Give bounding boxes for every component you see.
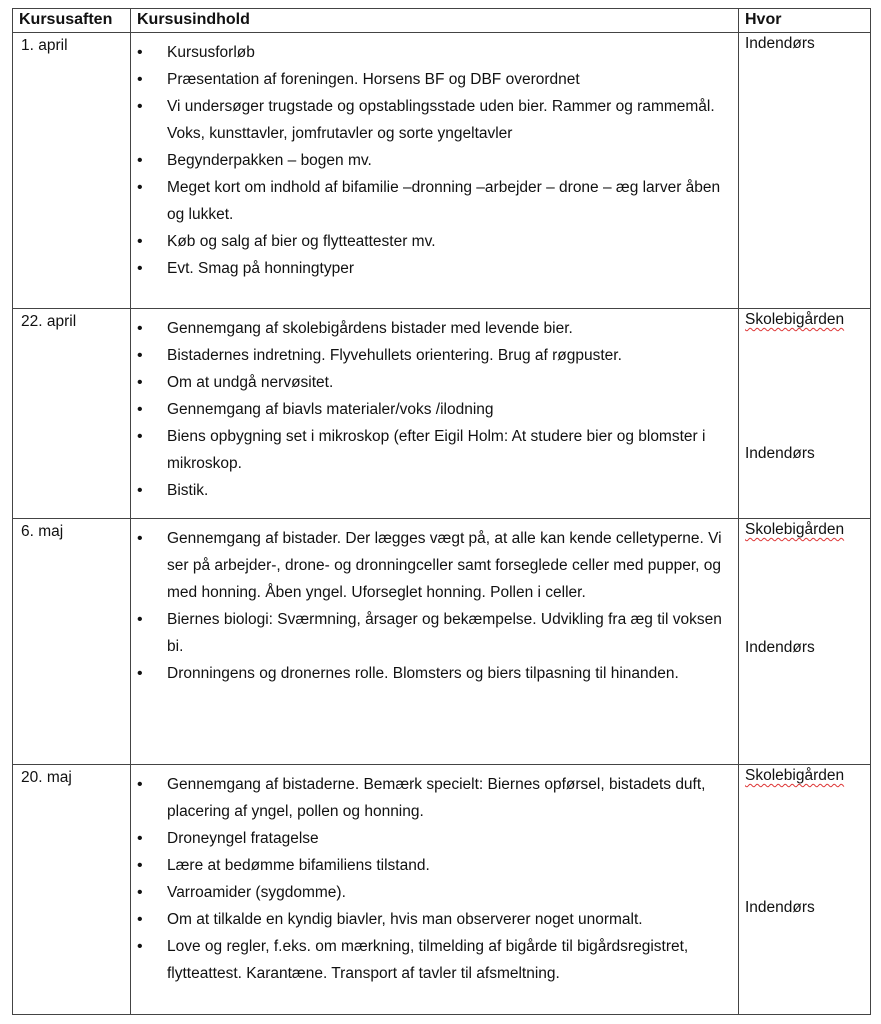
row-content — [131, 33, 739, 309]
list-item: • Bistik. — [167, 477, 730, 504]
list-item: • Biernes biologi: Sværmning, årsager og bekæmpelse. Udvikling fra æg til voksen bi. — [167, 606, 730, 660]
header-content: Kursusindhold — [131, 9, 739, 33]
bullet-list — [131, 765, 738, 987]
bullet-list — [131, 33, 738, 282]
row-location — [739, 765, 871, 1015]
row-location — [739, 519, 871, 765]
location-label: Skolebigården — [745, 767, 845, 784]
bullet-list — [131, 519, 738, 687]
location-label: Indendørs — [745, 445, 815, 462]
table-row — [13, 519, 871, 765]
list-item: • Køb og salg af bier og flytteattester mv. — [167, 228, 730, 255]
row-content — [131, 765, 739, 1015]
header-date: Kursusaften — [13, 9, 131, 33]
location-label: Skolebigården — [745, 311, 845, 328]
table-row — [13, 765, 871, 1015]
row-date: 6. maj — [13, 519, 131, 765]
list-item: • Love og regler, f.eks. om mærkning, tilmelding af bigårde til bigårdsregistret, flytteattest. Karantæne. Transport af tavler til afsmeltning. — [167, 933, 730, 987]
location-label: Indendørs — [745, 639, 815, 656]
row-location — [739, 309, 871, 519]
header-row — [13, 9, 871, 33]
list-item: • Meget kort om indhold af bifamilie –dronning –arbejder – drone – æg larver åben og lukket. — [167, 174, 730, 228]
list-item: • Gennemgang af bistader. Der lægges vægt på, at alle kan kende celletyperne. Vi ser på arbejder-, drone- og dronningceller samt forseglede celler med pupper, og med honning. Åben yngel. Uforseglet honning. Pollen i celler. — [167, 525, 730, 606]
list-item: • Begynderpakken – bogen mv. — [167, 147, 730, 174]
list-item: • Droneyngel fratagelse — [167, 825, 730, 852]
location-label: Indendørs — [745, 899, 815, 916]
list-item: • Præsentation af foreningen. Horsens BF og DBF overordnet — [167, 66, 730, 93]
row-content — [131, 519, 739, 765]
row-content — [131, 309, 739, 519]
list-item: • Varroamider (sygdomme). — [167, 879, 730, 906]
bullet-list — [131, 309, 738, 504]
list-item: • Om at undgå nervøsitet. — [167, 369, 730, 396]
row-date: 20. maj — [13, 765, 131, 1015]
list-item: • Kursusforløb — [167, 39, 730, 66]
table-row — [13, 33, 871, 309]
list-item: • Om at tilkalde en kyndig biavler, hvis man observerer noget unormalt. — [167, 906, 730, 933]
location-label: Indendørs — [745, 35, 815, 52]
header-where: Hvor — [739, 9, 871, 33]
row-location — [739, 33, 871, 309]
table-row — [13, 309, 871, 519]
list-item: • Gennemgang af bistaderne. Bemærk specielt: Biernes opførsel, bistadets duft, placering af yngel, pollen og honning. — [167, 771, 730, 825]
list-item: • Dronningens og dronernes rolle. Blomsters og biers tilpasning til hinanden. — [167, 660, 730, 687]
list-item: • Biens opbygning set i mikroskop (efter Eigil Holm: At studere bier og blomster i mikroskop. — [167, 423, 730, 477]
row-date: 22. april — [13, 309, 131, 519]
course-schedule-table — [12, 8, 871, 1015]
row-date: 1. april — [13, 33, 131, 309]
list-item: • Vi undersøger trugstade og opstablingsstade uden bier. Rammer og rammemål. Voks, kunsttavler, jomfrutavler og sorte yngeltavler — [167, 93, 730, 147]
location-label: Skolebigården — [745, 521, 845, 538]
list-item: • Evt. Smag på honningtyper — [167, 255, 730, 282]
list-item: • Gennemgang af skolebigårdens bistader med levende bier. — [167, 315, 730, 342]
list-item: • Lære at bedømme bifamiliens tilstand. — [167, 852, 730, 879]
list-item: • Bistadernes indretning. Flyvehullets orientering. Brug af røgpuster. — [167, 342, 730, 369]
list-item: • Gennemgang af biavls materialer/voks /ilodning — [167, 396, 730, 423]
